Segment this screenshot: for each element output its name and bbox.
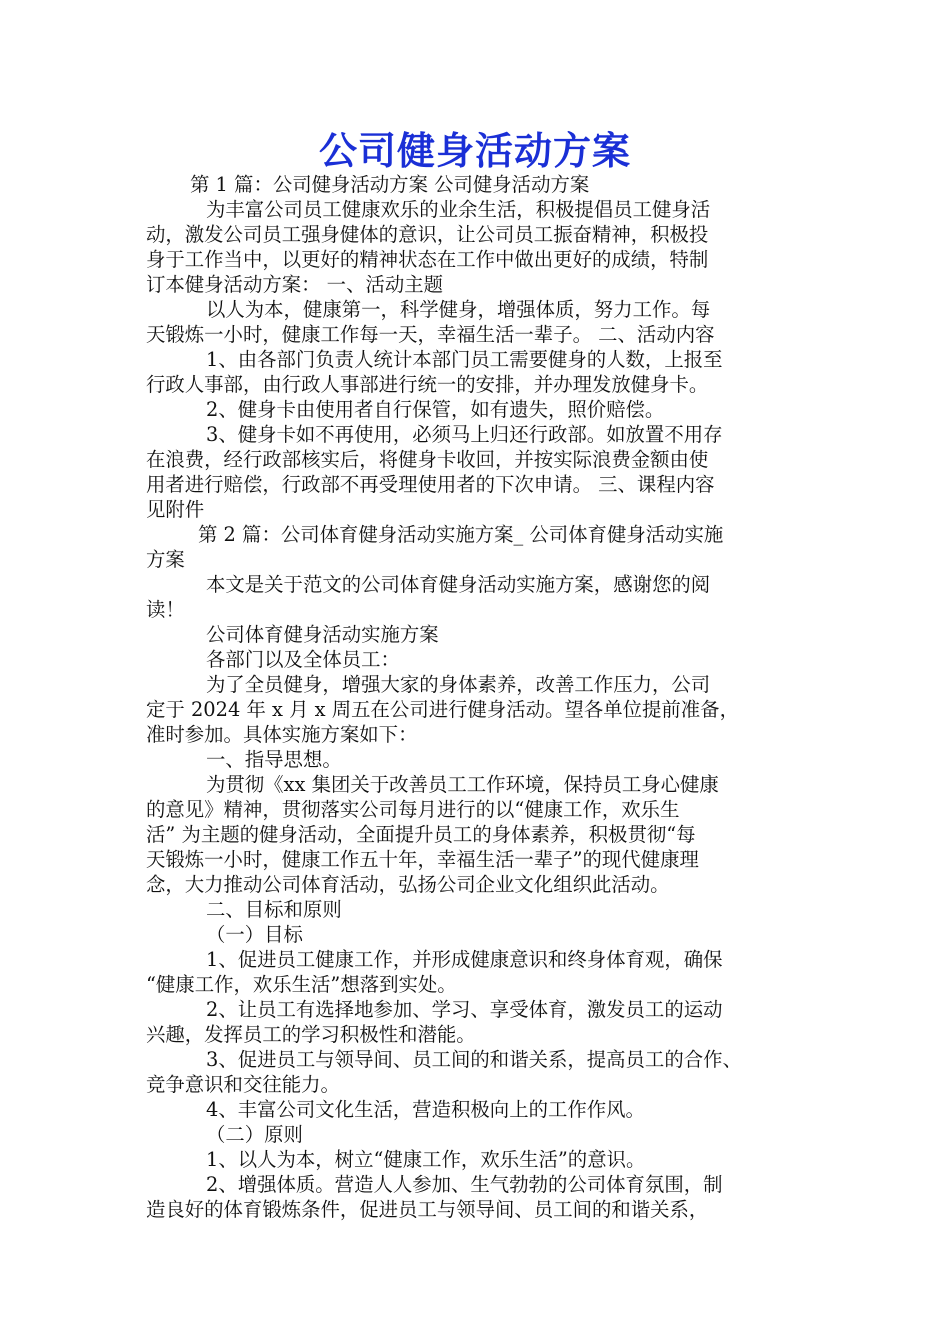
text-line: 二、目标和原则 xyxy=(206,898,342,921)
text-line: 的意见》精神，贯彻落实公司每月进行的以“健康工作，欢乐生 xyxy=(146,798,680,821)
text-line: （一）目标 xyxy=(206,923,303,946)
document-body xyxy=(146,172,810,1222)
text-line: 3、健身卡如不再使用，必须马上归还行政部。如放置不用存 xyxy=(206,423,723,446)
text-line: 天锻炼一小时，健康工作每一天，幸福生活一辈子。 二、活动内容 xyxy=(146,323,715,346)
text-line: 2、让员工有选择地参加、学习、享受体育，激发员工的运动 xyxy=(206,998,723,1021)
text-line: “健康工作，欢乐生活”想落到实处。 xyxy=(146,973,457,996)
text-line: 用者进行赔偿，行政部不再受理使用者的下次申请。 三、课程内容 xyxy=(146,473,715,496)
text-line: 公司体育健身活动实施方案 xyxy=(206,623,439,646)
text-line: 动，激发公司员工强身健体的意识，让公司员工振奋精神，积极投 xyxy=(146,223,709,246)
text-line: 3、促进员工与领导间、员工间的和谐关系，提高员工的合作、 xyxy=(206,1048,742,1071)
text-line: 准时参加。具体实施方案如下： xyxy=(146,723,418,746)
text-line: （二）原则 xyxy=(206,1123,303,1146)
text-line: 为丰富公司员工健康欢乐的业余生活，积极提倡员工健身活 xyxy=(206,198,711,221)
text-line: 为贯彻《xx 集团关于改善员工工作环境，保持员工身心健康 xyxy=(206,773,719,796)
text-line: 4、丰富公司文化生活，营造积极向上的工作作风。 xyxy=(206,1098,645,1121)
text-line: 以人为本，健康第一，科学健身，增强体质，努力工作。每 xyxy=(206,298,711,321)
text-line: 竞争意识和交往能力。 xyxy=(146,1073,340,1096)
text-line: 行政人事部，由行政人事部进行统一的安排，并办理发放健身卡。 xyxy=(146,373,709,396)
text-line: 1、促进员工健康工作，并形成健康意识和终身体育观，确保 xyxy=(206,948,723,971)
text-line: 第 2 篇：公司体育健身活动实施方案_ 公司体育健身活动实施 xyxy=(198,523,724,546)
text-line: 定于 2024 年 x 月 x 周五在公司进行健身活动。望各单位提前准备， xyxy=(146,698,739,721)
text-line: 1、以人为本，树立“健康工作，欢乐生活”的意识。 xyxy=(206,1148,646,1171)
text-line: 念，大力推动公司体育活动，弘扬公司企业文化组织此活动。 xyxy=(146,873,670,896)
text-line: 方案 xyxy=(146,548,185,571)
text-line: 第 1 篇：公司健身活动方案 公司健身活动方案 xyxy=(190,173,590,196)
text-line: 2、增强体质。营造人人参加、生气勃勃的公司体育氛围，制 xyxy=(206,1173,723,1196)
text-line: 本文是关于范文的公司体育健身活动实施方案，感谢您的阅 xyxy=(206,573,711,596)
text-line: 身于工作当中，以更好的精神状态在工作中做出更好的成绩，特制 xyxy=(146,248,709,271)
text-line: 订本健身活动方案： 一、活动主题 xyxy=(146,273,444,296)
text-line: 兴趣，发挥员工的学习积极性和潜能。 xyxy=(146,1023,476,1046)
text-line: 活” 为主题的健身活动，全面提升员工的身体素养，积极贯彻“每 xyxy=(146,823,696,846)
text-line: 造良好的体育锻炼条件，促进员工与领导间、员工间的和谐关系， xyxy=(146,1198,709,1221)
text-line: 读！ xyxy=(146,598,185,621)
text-line: 各部门以及全体员工： xyxy=(206,648,400,671)
text-line: 1、由各部门负责人统计本部门员工需要健身的人数，上报至 xyxy=(206,348,723,371)
text-line: 为了全员健身，增强大家的身体素养，改善工作压力，公司 xyxy=(206,673,711,696)
document-title: 公司健身活动方案 xyxy=(318,129,631,173)
text-line: 2、健身卡由使用者自行保管，如有遗失，照价赔偿。 xyxy=(206,398,665,421)
text-line: 一、指导思想。 xyxy=(206,748,342,771)
text-line: 见附件 xyxy=(146,498,205,521)
text-line: 天锻炼一小时，健康工作五十年，幸福生活一辈子”的现代健康理 xyxy=(146,848,699,871)
text-line: 在浪费，经行政部核实后，将健身卡收回，并按实际浪费金额由使 xyxy=(146,448,709,471)
